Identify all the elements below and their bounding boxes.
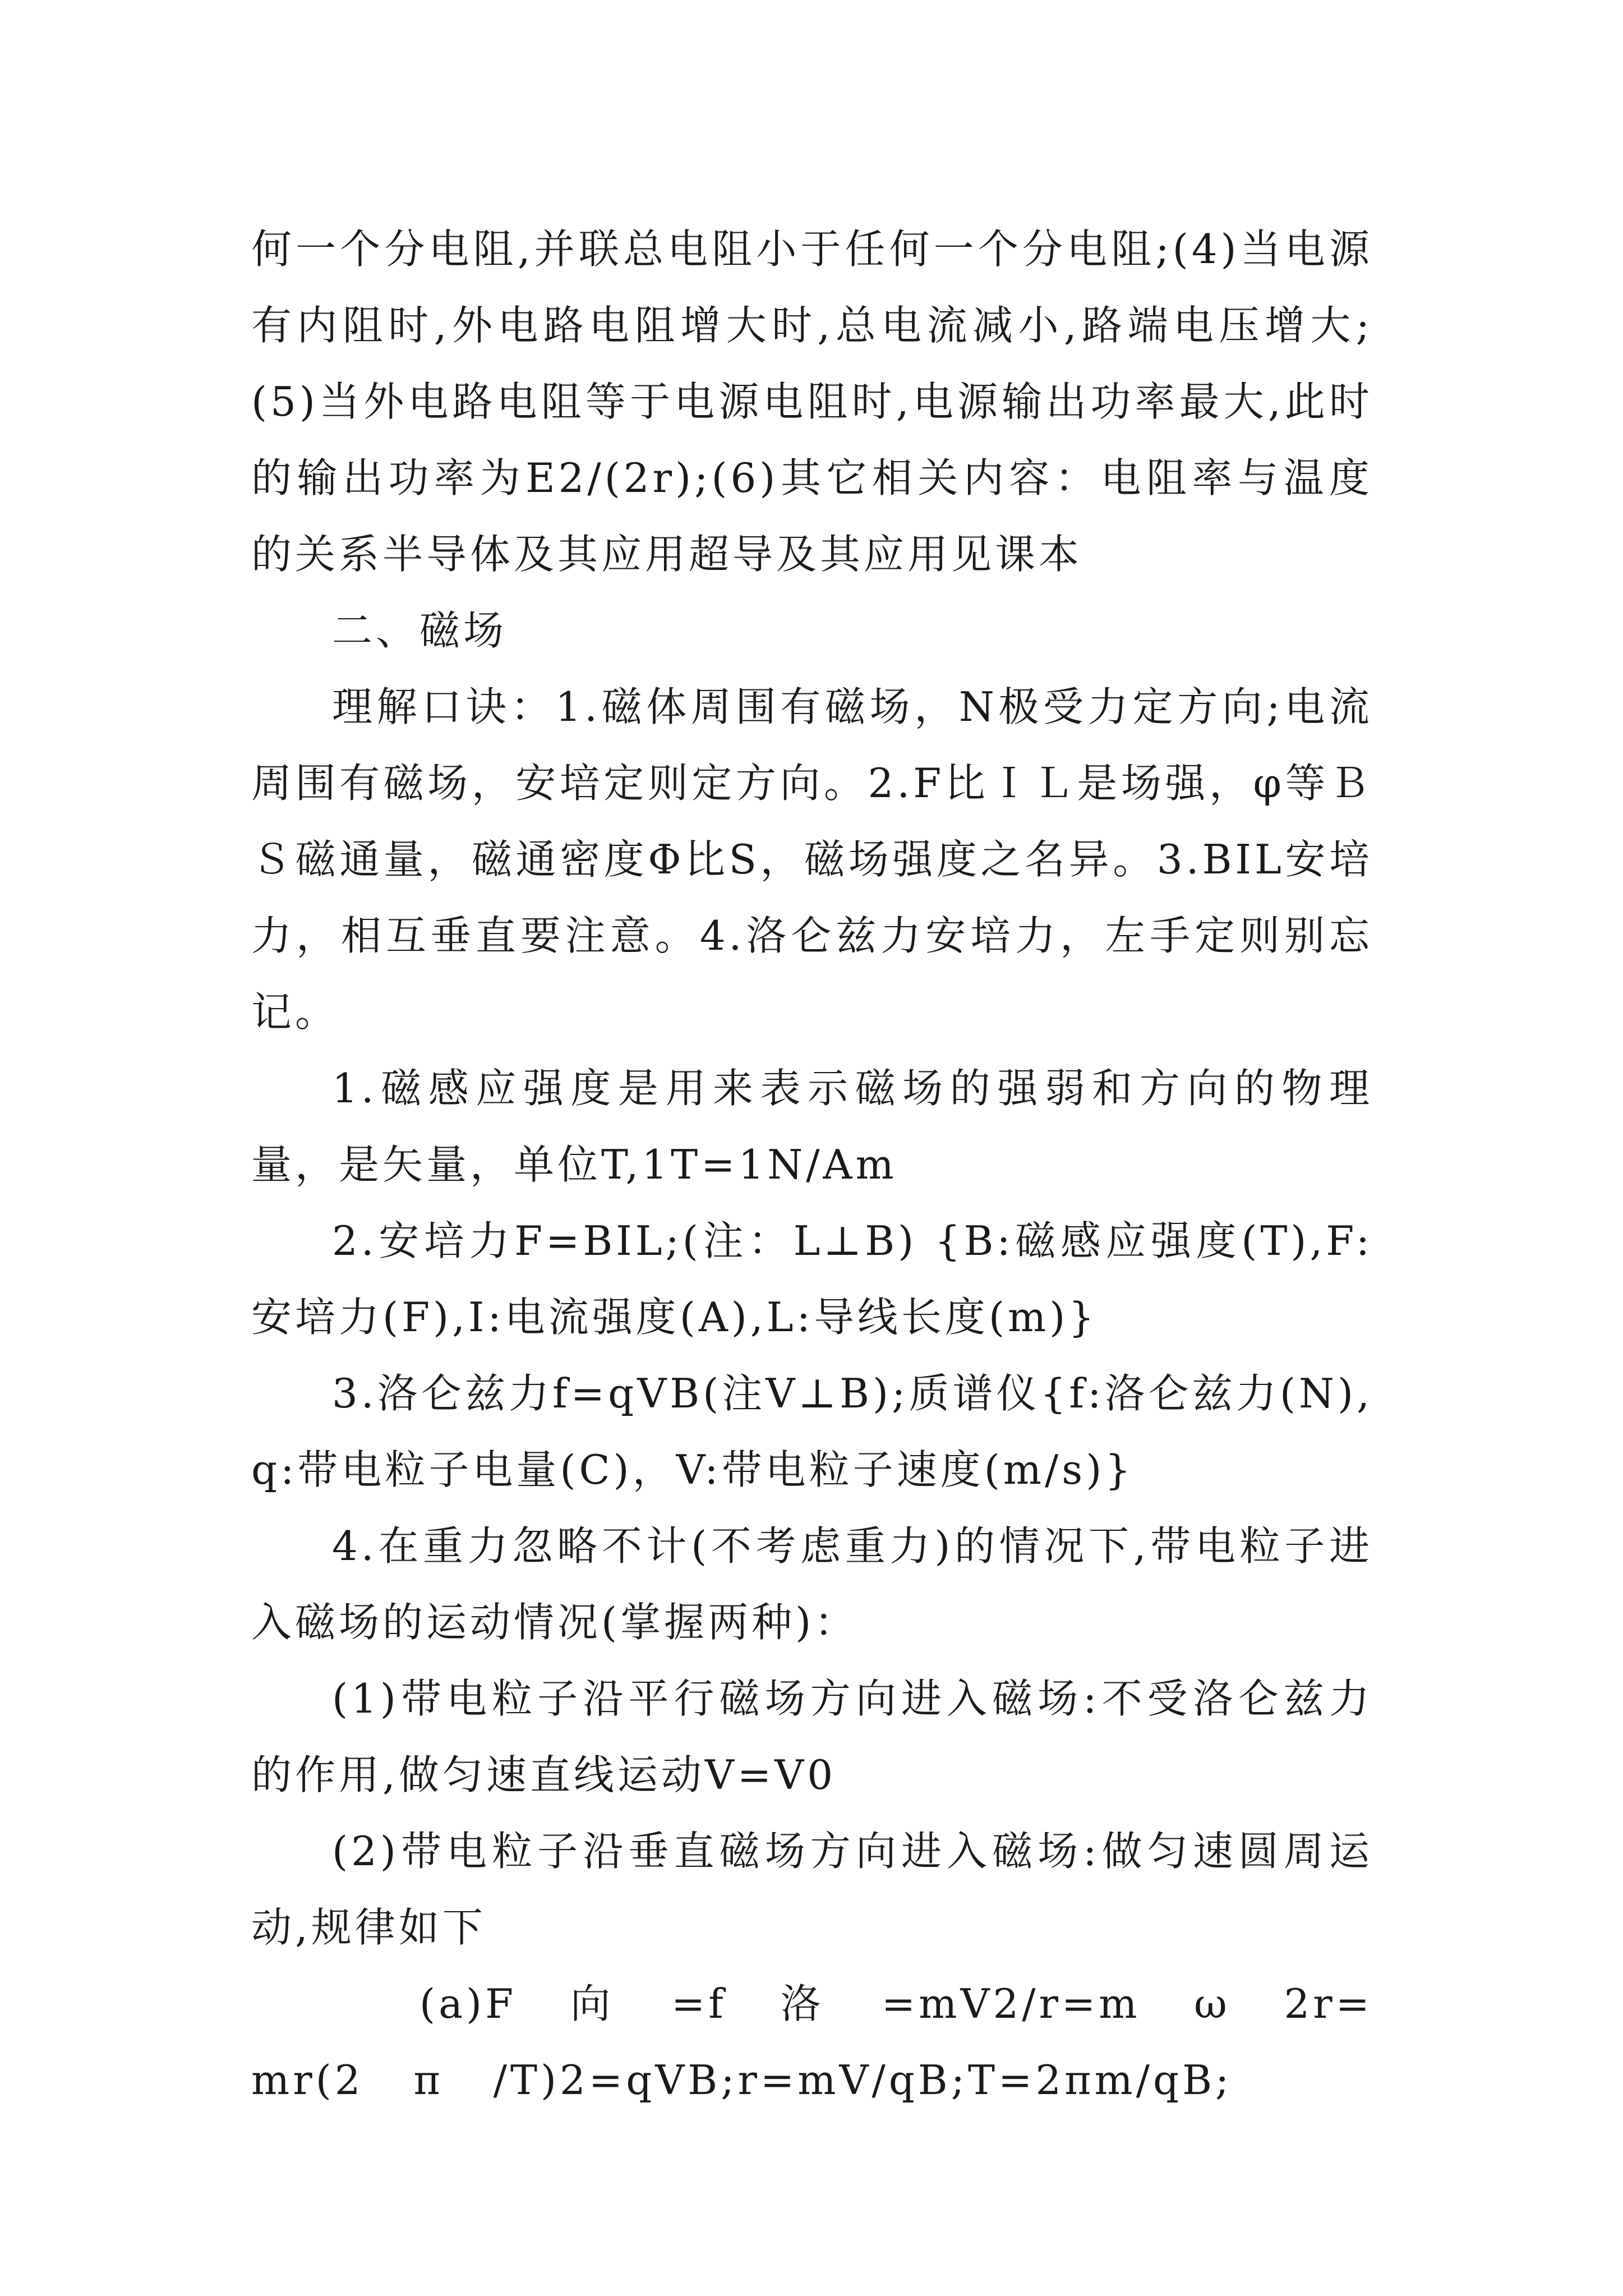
document-body	[251, 211, 1373, 2118]
paragraph-subitem-1: (1)带电粒子沿平行磁场方向进入磁场:不受洛仑兹力的作用,做匀速直线运动V=V0	[251, 1675, 1373, 1798]
section-heading-magnetic-field: 二、磁场	[332, 607, 508, 654]
paragraph-continuation: 何一个分电阻,并联总电阻小于任何一个分电阻;(4)当电源有内阻时,外电路电阻增大时,总电流减小,路端电压增大;(5)当外电路电阻等于电源电阻时,电源输出功率最大,此时的输出功率为E2/(2r);(6)其它相关内容：电阻率与温度的关系半导体及其应用超导及其应用见课本	[251, 226, 1373, 578]
paragraph-mnemonic: 理解口诀：1.磁体周围有磁场，N极受力定方向;电流周围有磁场，安培定则定方向。2.F比ＩＬ是场强，φ等ＢＳ磁通量，磁通密度Φ比S，磁场强度之名异。3.BIL安培力，相互垂直要注意。4.洛仑兹力安培力，左手定则别忘记。	[251, 683, 1373, 1036]
paragraph-subitem-2: (2)带电粒子沿垂直磁场方向进入磁场:做匀速圆周运动,规律如下	[251, 1828, 1373, 1951]
paragraph-item-4: 4.在重力忽略不计(不考虑重力)的情况下,带电粒子进入磁场的运动情况(掌握两种)：	[251, 1522, 1373, 1646]
paragraph-item-1: 1.磁感应强度是用来表示磁场的强弱和方向的物理量，是矢量，单位T,1T=1N/Am	[251, 1065, 1373, 1188]
formula-line: (a)F 向 =f 洛 =mV2/r=m ω 2r=mr(2 π /T)2=qVB;r=mV/qB;T=2πm/qB;	[251, 1980, 1373, 2104]
paragraph-item-3: 3.洛仑兹力f=qVB(注V⊥B);质谱仪{f:洛仑兹力(N),q:带电粒子电量(C)，V:带电粒子速度(m/s)}	[251, 1370, 1373, 1493]
paragraph-item-2: 2.安培力F=BIL;(注：L⊥B) {B:磁感应强度(T),F:安培力(F),I:电流强度(A),L:导线长度(m)}	[251, 1217, 1373, 1341]
